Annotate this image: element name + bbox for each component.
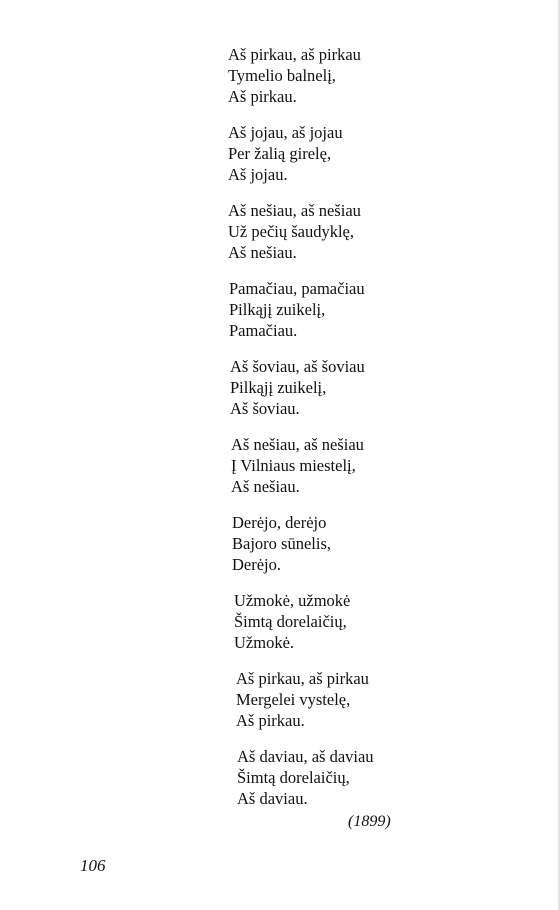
poem-line: Aš pirkau, aš pirkau [228,45,361,64]
poem-line: Pamačiau, pamačiau [229,279,365,298]
stanza-1 [228,44,488,107]
stanza-9 [236,668,496,731]
stanza-7 [232,512,492,575]
poem-line: Aš pirkau. [228,87,297,106]
poem-line: Aš nešiau, aš nešiau [228,201,361,220]
poem-line: Už pečių šaudyklę, [228,222,354,241]
stanza-10 [237,746,497,809]
poem-line: Pamačiau. [229,321,298,340]
stanza-3 [228,200,488,263]
poem-line: Aš šoviau. [230,399,300,418]
poem-line: Aš nešiau. [228,243,297,262]
poem-line: Pilkąjį zuikelį, [230,378,327,397]
stanza-5 [230,356,490,419]
poem-line: Užmokė. [234,633,295,652]
poem-line: Šimtą dorelaičių, [237,768,350,787]
poem-line: Užmokė, užmokė [234,591,351,610]
poem-line: Aš pirkau, aš pirkau [236,669,369,688]
poem-line: Mergelei vystelę, [236,690,351,709]
poem-date: (1899) [348,813,391,830]
poem-line: Aš pirkau. [236,711,305,730]
poem-line: Aš daviau. [237,789,308,808]
poem-line: Aš jojau. [228,165,288,184]
poem-line: Tymelio balnelį, [228,66,336,85]
poem-line: Per žalią girelę, [228,144,332,163]
poem-line: Aš šoviau, aš šoviau [230,357,365,376]
poem-line: Aš nešiau, aš nešiau [231,435,364,454]
poem-line: Į Vilniaus miestelį, [231,456,356,475]
stanza-4 [229,278,489,341]
stanza-8 [234,590,494,653]
poem-line: Aš jojau, aš jojau [228,123,343,142]
poem-line: Šimtą dorelaičių, [234,612,347,631]
page-number: 106 [80,856,106,875]
poem-line: Aš nešiau. [231,477,300,496]
poem-line: Aš daviau, aš daviau [237,747,374,766]
poem-line: Pilkąjį zuikelį, [229,300,326,319]
poem-line: Bajoro sūnelis, [232,534,331,553]
poem-line: Derėjo. [232,555,282,574]
stanza-2 [228,122,488,185]
stanza-6 [231,434,491,497]
poem-line: Derėjo, derėjo [232,513,327,532]
